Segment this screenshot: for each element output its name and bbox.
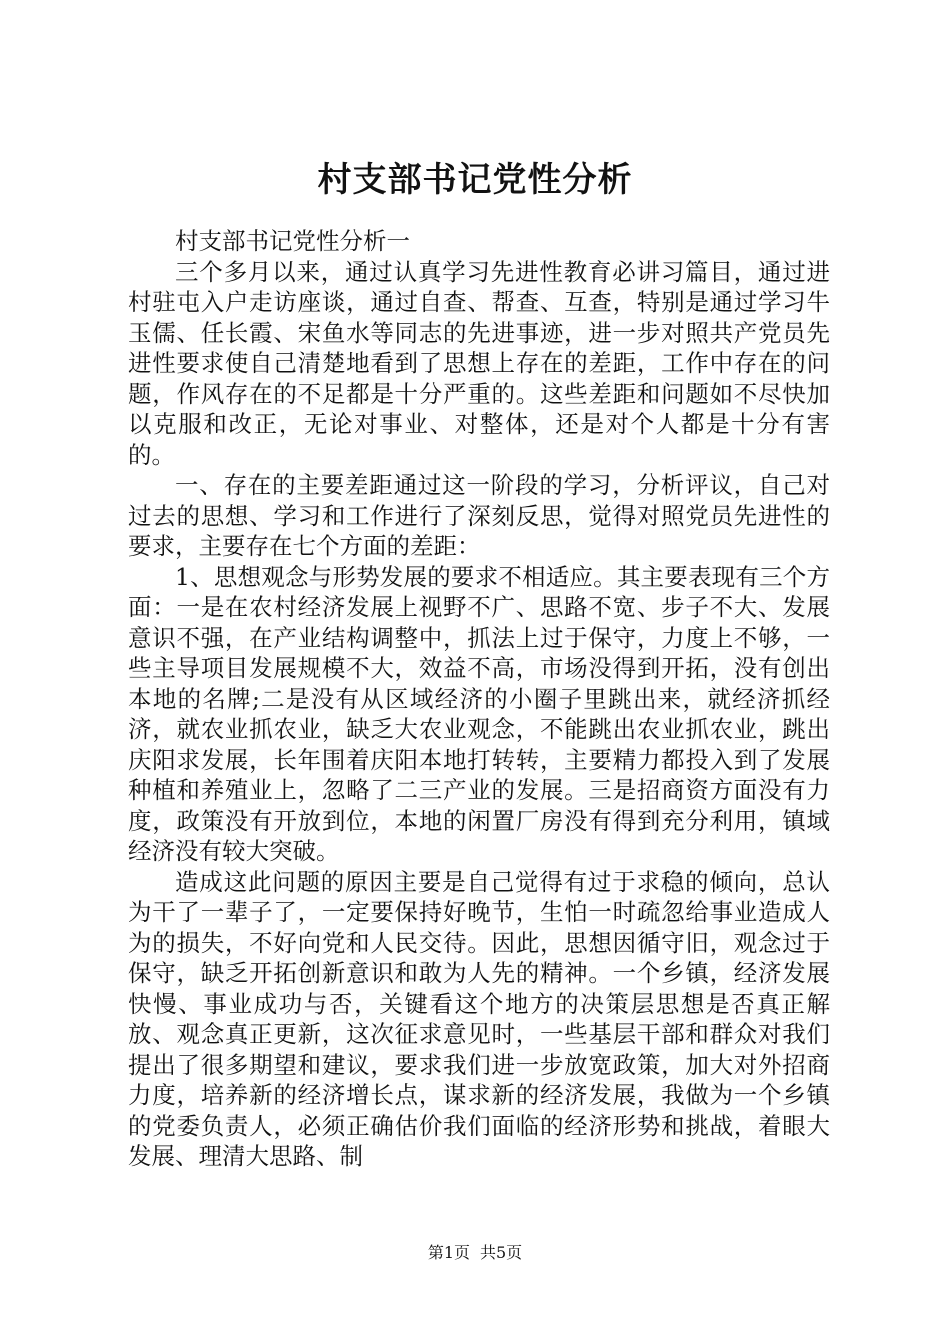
document-title: 村支部书记党性分析 xyxy=(317,160,633,200)
body-paragraph: 三个多月以来，通过认真学习先进性教育必讲习篇目，通过进村驻屯入户走访座谈，通过自查、帮查、互查，特别是通过学习牛玉儒、任长霞、宋鱼水等同志的先进事迹，进一步对照共产党员先进性要求使自己清楚地看到了思想上存在的差距，工作中存在的问题，作风存在的不足都是十分严重的。这些差距和问题如不尽快加以克服和改正，无论对事业、对整体，还是对个人都是十分有害的。 xyxy=(128,257,830,469)
document-body xyxy=(128,226,830,1172)
body-paragraph: 一、存在的主要差距通过这一阶段的学习，分析评议，自己对过去的思想、学习和工作进行了深刻反思，觉得对照党员先进性的要求，主要存在七个方面的差距： xyxy=(128,471,830,560)
page-total: 共5页 xyxy=(480,1243,523,1262)
page-number: 第1页 xyxy=(427,1243,470,1262)
body-paragraph: 1、思想观念与形势发展的要求不相适应。其主要表现有三个方面：一是在农村经济发展上视野不广、思路不宽、步子不大、发展意识不强，在产业结构调整中，抓法上过于保守，力度上不够，一些主导项目发展规模不大，效益不高，市场没得到开拓，没有创出本地的名牌;二是没有从区域经济的小圈子里跳出来，就经济抓经济，就农业抓农业，缺乏大农业观念，不能跳出农业抓农业，跳出庆阳求发展，长年围着庆阳本地打转转，主要精力都投入到了发展种植和养殖业上，忽略了二三产业的发展。三是招商资方面没有力度，政策没有开放到位，本地的闲置厂房没有得到充分利用，镇域经济没有较大突破。 xyxy=(128,562,830,865)
page-footer xyxy=(0,1242,950,1264)
subtitle-paragraph: 村支部书记党性分析一 xyxy=(175,227,410,255)
body-paragraph: 造成这此问题的原因主要是自己觉得有过于求稳的倾向，总认为干了一辈子了，一定要保持好晚节，生怕一时疏忽给事业造成人为的损失，不好向党和人民交待。因此，思想因循守旧，观念过于保守，缺乏开拓创新意识和敢为人先的精神。一个乡镇，经济发展快慢、事业成功与否，关键看这个地方的决策层思想是否真正解放、观念真正更新，这次征求意见时，一些基层干部和群众对我们提出了很多期望和建议，要求我们进一步放宽政策，加大对外招商力度，培养新的经济增长点，谋求新的经济发展，我做为一个乡镇的党委负责人，必须正确估价我们面临的经济形势和挑战，着眼大发展、理清大思路、制 xyxy=(128,867,830,1170)
